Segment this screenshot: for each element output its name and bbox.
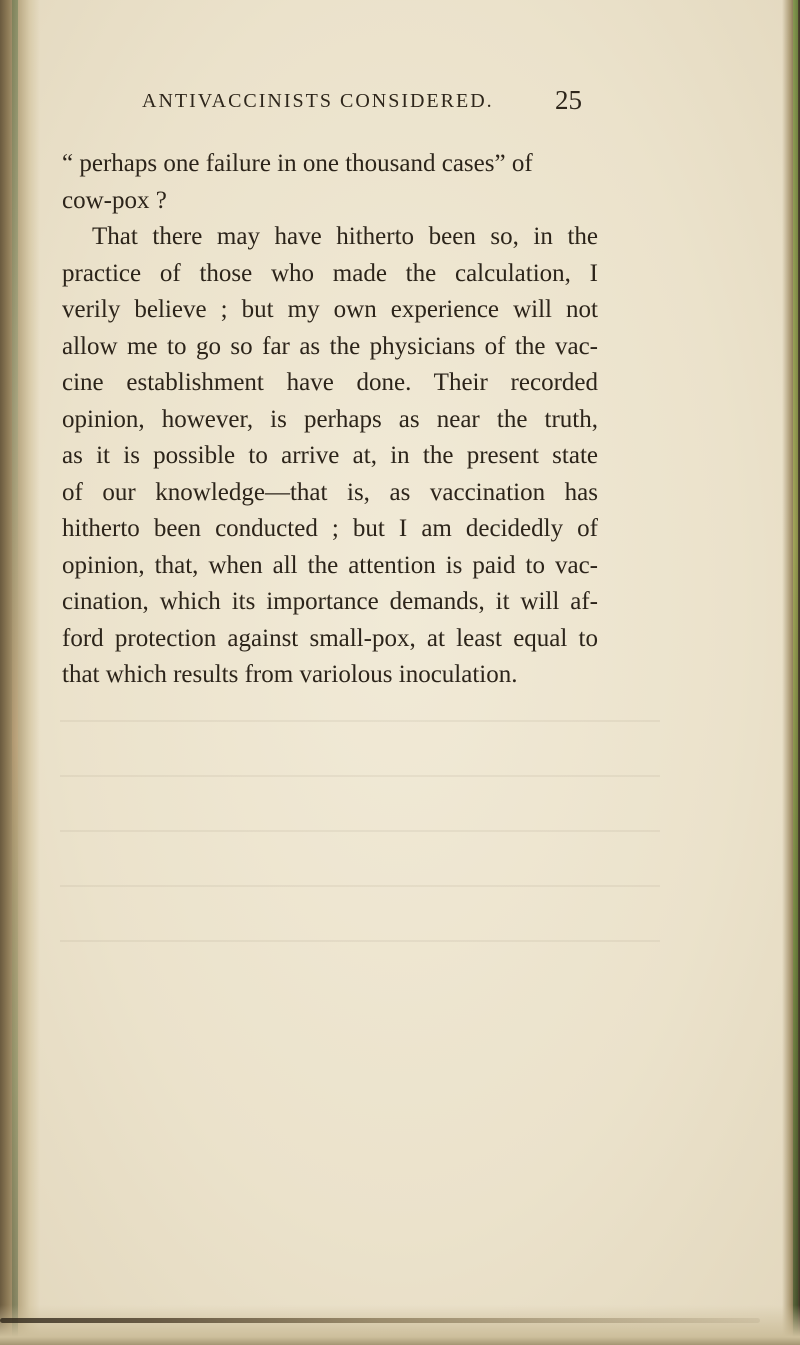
text-line: practice of those who made the calculation, I (62, 259, 598, 287)
text-line: verily believe ; but my own experience will not (62, 296, 598, 323)
text-line: cination, which its importance demands, it will af- (62, 588, 598, 615)
text-line: “ perhaps one failure in one thousand cases” of (62, 150, 533, 177)
text-line: cine establishment have done. Their recorded (62, 369, 598, 396)
text-line: cow-pox ? (62, 186, 167, 214)
text-line: of our knowledge—that is, as vaccination has (62, 478, 598, 506)
text-line: opinion, however, is perhaps as near the truth, (62, 405, 598, 433)
page-edge-bottom (0, 1305, 800, 1345)
running-title: ANTIVACCINISTS CONSIDERED. (142, 90, 494, 112)
text-line: That there may have hitherto been so, in the (92, 223, 598, 250)
text-line: ford protection against small-pox, at least equal to (62, 624, 598, 652)
running-head (0, 85, 800, 130)
show-through (60, 690, 660, 950)
text-line: hitherto been conducted ; but I am decidedly of (62, 515, 598, 542)
page-number: 25 (555, 85, 582, 115)
text-line: that which results from variolous inoculation. (62, 661, 518, 688)
binding-edge (12, 0, 18, 1345)
page-edge-bottom-line (0, 1318, 760, 1323)
page-edge-right-tint (793, 0, 798, 1345)
binding-shadow (0, 0, 40, 1345)
text-line: opinion, that, when all the attention is paid to vac- (62, 551, 598, 579)
text-line: allow me to go so far as the physicians of the vac- (62, 332, 598, 360)
text-line: as it is possible to arrive at, in the present state (62, 442, 598, 469)
body-text (62, 146, 598, 694)
